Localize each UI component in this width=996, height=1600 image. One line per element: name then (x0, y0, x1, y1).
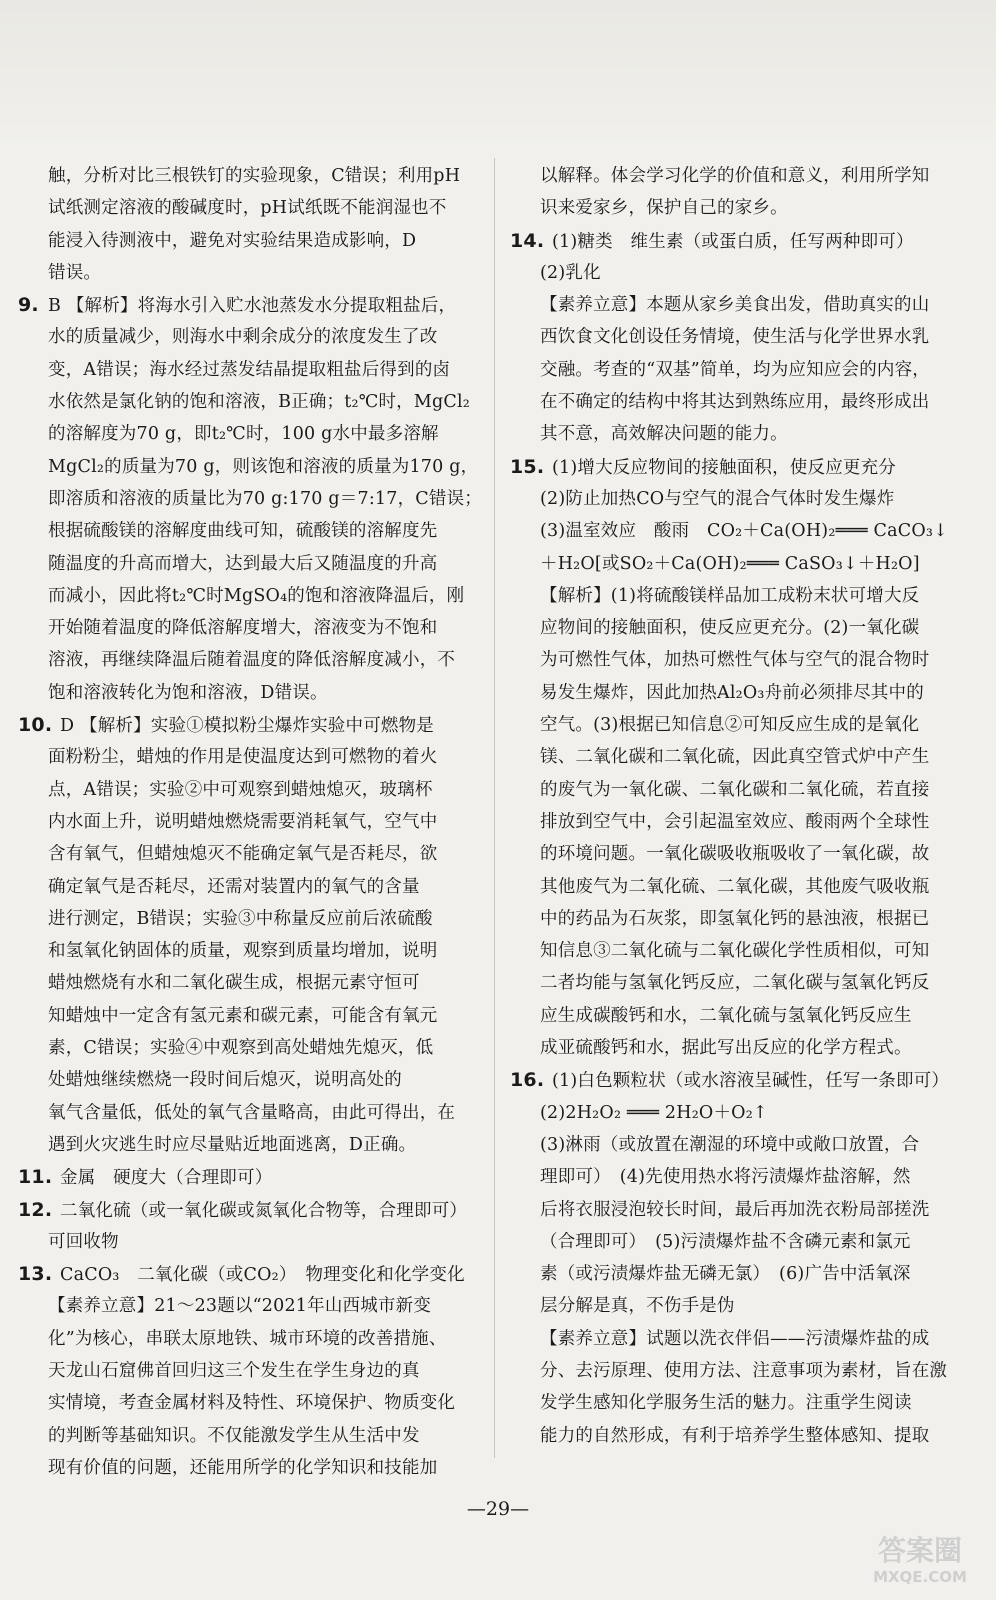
text-line (510, 967, 978, 999)
line-text: 而减小，因此将t₂℃时MgSO₄的饱和溶液降温后，刚 (48, 585, 465, 606)
line-text: 二氧化硫（或一氧化碳或氮氧化合物等，合理即可） (60, 1200, 468, 1221)
text-line (18, 515, 482, 547)
text-line (510, 871, 978, 903)
line-text: 处蜡烛继续燃烧一段时间后熄灭，说明高处的 (48, 1070, 402, 1091)
line-text: 根据硫酸镁的溶解度曲线可知，硫酸镁的溶解度先 (48, 521, 438, 542)
text-line (18, 677, 482, 709)
text-line (510, 418, 978, 450)
question-number: 16. (510, 1069, 545, 1092)
text-line (18, 451, 482, 483)
line-text: 知蜡烛中一定含有氢元素和碳元素，可能含有氧元 (48, 1005, 438, 1026)
text-line (510, 580, 978, 612)
line-text: D 【解析】实验①模拟粉尘爆炸实验中可燃物是 (60, 716, 434, 737)
line-text: 内水面上升，说明蜡烛燃烧需要消耗氧气，空气中 (48, 811, 438, 832)
text-line (510, 1290, 978, 1322)
text-line (510, 451, 978, 483)
watermark-title: 答案圈 (877, 1534, 962, 1567)
line-text: (3)淋雨（或放置在潮湿的环境中或敞口放置，合 (540, 1134, 920, 1155)
line-text: 素（或污渍爆炸盐无磷无氯） (6)广告中活氧深 (540, 1264, 911, 1285)
line-text: 金属 硬度大（合理即可） (60, 1168, 273, 1189)
text-line (510, 1097, 978, 1129)
line-text: 随温度的升高而增大，达到最大后又随温度的升高 (48, 553, 438, 574)
line-text: 能浸入待测液中，避免对实验结果造成影响，D (48, 230, 417, 251)
line-text: CaCO₃ 二氧化碳（或CO₂） 物理变化和化学变化 (60, 1265, 465, 1286)
text-line (18, 257, 482, 289)
question-number: 14. (510, 229, 545, 252)
line-text: 饱和溶液转化为饱和溶液，D错误。 (48, 682, 328, 703)
text-line (510, 160, 978, 192)
text-line (18, 1194, 482, 1226)
text-line (510, 321, 978, 353)
text-line (18, 1000, 482, 1032)
text-line (18, 709, 482, 741)
line-text: 交融。考查的“双基”简单，均为应知应会的内容， (540, 359, 930, 380)
question-number: 12. (18, 1198, 53, 1221)
line-text: 应物间的接触面积，使反应更充分。(2)一氧化碳 (540, 618, 920, 639)
text-line (510, 741, 978, 773)
text-line (510, 838, 978, 870)
text-line (18, 1097, 482, 1129)
text-line (18, 386, 482, 418)
line-text: 的判断等基础知识。不仅能激发学生从生活中发 (48, 1425, 420, 1446)
line-text: 能力的自然形成，有利于培养学生整体感知、提取 (540, 1425, 930, 1446)
text-line (18, 1129, 482, 1161)
text-line (18, 580, 482, 612)
line-text: 开始随着温度的降低溶解度增大，溶液变为不饱和 (48, 618, 438, 639)
line-text: (1)白色颗粒状（或水溶液呈碱性，任写一条即可） (552, 1071, 950, 1092)
line-text: 其不意，高效解决问题的能力。 (540, 424, 788, 445)
text-line (18, 321, 482, 353)
text-line (510, 677, 978, 709)
text-line (18, 1355, 482, 1387)
text-line (18, 548, 482, 580)
line-text: 面粉粉尘，蜡烛的作用是使温度达到可燃物的着火 (48, 747, 438, 768)
text-line (510, 483, 978, 515)
text-line (510, 1258, 978, 1290)
line-text: 素，C错误；实验④中观察到高处蜡烛先熄灭，低 (48, 1038, 434, 1059)
text-line (510, 1161, 978, 1193)
question-number: 13. (18, 1263, 53, 1286)
page-header-band (0, 0, 996, 150)
line-text: (3)温室效应 酸雨 CO₂＋Ca(OH)₂═══ CaCO₃↓ (540, 521, 948, 542)
question-number: 15. (510, 455, 545, 478)
text-line (510, 257, 978, 289)
question-number: 9. (18, 294, 39, 317)
watermark-logo (860, 1535, 980, 1595)
column-divider (494, 158, 495, 1458)
line-text: 即溶质和溶液的质量比为70 g:170 g＝7:17，C错误； (48, 488, 482, 509)
text-line (18, 1258, 482, 1290)
text-line (18, 225, 482, 257)
line-text: 易发生爆炸，因此加热Al₂O₃舟前必须排尽其中的 (540, 682, 924, 703)
line-text: 天龙山石窟佛首回归这三个发生在学生身边的真 (48, 1360, 420, 1381)
line-text: (2)乳化 (540, 262, 601, 283)
text-line (18, 806, 482, 838)
text-line (510, 935, 978, 967)
line-text: 知信息③二氧化硫与二氧化碳化学性质相似，可知 (540, 941, 930, 962)
text-line (18, 1161, 482, 1193)
text-line (18, 1064, 482, 1096)
line-text: 点，A错误；实验②中可观察到蜡烛熄灭，玻璃杯 (48, 779, 433, 800)
text-line (510, 192, 978, 224)
text-line (18, 967, 482, 999)
text-line (18, 1387, 482, 1419)
text-line (510, 1064, 978, 1096)
text-line (510, 1194, 978, 1226)
line-text: B 【解析】将海水引入贮水池蒸发水分提取粗盐后， (48, 296, 457, 317)
line-text: 实情境，考查金属材料及特性、环境保护、物质变化 (48, 1393, 456, 1414)
text-line (510, 1226, 978, 1258)
text-line (18, 1323, 482, 1355)
line-text: 分、去污原理、使用方法、注意事项为素材，旨在激 (540, 1360, 948, 1381)
text-line (510, 1420, 978, 1452)
line-text: (2)2H₂O₂ ═══ 2H₂O＋O₂↑ (540, 1102, 768, 1123)
text-line (510, 1387, 978, 1419)
text-line (18, 612, 482, 644)
line-text: 理即可） (4)先使用热水将污渍爆炸盐溶解，然 (540, 1167, 911, 1188)
line-text: 的废气为一氧化碳、二氧化碳和二氧化硫，若直接 (540, 779, 930, 800)
text-line (18, 903, 482, 935)
text-line (18, 644, 482, 676)
text-line (510, 644, 978, 676)
line-text: 排放到空气中，会引起温室效应、酸雨两个全球性 (540, 811, 930, 832)
text-line (18, 935, 482, 967)
watermark-url: MXQE.COM (873, 1568, 967, 1586)
line-text: 触，分析对比三根铁钉的实验现象，C错误；利用pH (48, 166, 461, 186)
text-line (18, 871, 482, 903)
text-line (18, 192, 482, 224)
text-line (510, 1129, 978, 1161)
line-text: 的溶解度为70 g，即t₂℃时，100 g水中最多溶解 (48, 424, 439, 445)
line-text: 试纸测定溶液的酸碱度时，pH试纸既不能润湿也不 (48, 198, 447, 219)
line-text: 【素养立意】本题从家乡美食出发，借助真实的山 (540, 295, 930, 316)
line-text: 可回收物 (48, 1231, 119, 1252)
line-text: 化”为核心，串联太原地铁、城市环境的改善措施、 (48, 1328, 447, 1349)
line-text: 水依然是氯化钠的饱和溶液，B正确；t₂℃时，MgCl₂ (48, 392, 471, 413)
line-text: 水的质量减少，则海水中剩余成分的浓度发生了改 (48, 327, 438, 348)
text-line (18, 741, 482, 773)
left-column (18, 160, 482, 1484)
line-text: 和氢氧化钠固体的质量，观察到质量均增加，说明 (48, 941, 438, 962)
text-line (510, 1323, 978, 1355)
line-text: 层分解是真，不伤手是伪 (540, 1296, 735, 1317)
line-text: 中的药品为石灰浆，即氢氧化钙的悬浊液，根据已 (540, 908, 930, 929)
line-text: 在不确定的结构中将其达到熟练应用，最终形成出 (540, 392, 930, 413)
page-number: —29— (466, 1498, 530, 1520)
text-line (18, 1452, 482, 1484)
text-line (18, 1290, 482, 1322)
line-text: 溶液，再继续降温后随着温度的降低溶解度减小，不 (48, 650, 456, 671)
text-line (510, 225, 978, 257)
line-text: 现有价值的问题，还能用所学的化学知识和技能加 (48, 1457, 438, 1478)
text-line (18, 160, 482, 192)
text-line (510, 709, 978, 741)
line-text: 应生成碳酸钙和水，二氧化硫与氢氧化钙反应生 (540, 1005, 912, 1026)
text-line (510, 515, 978, 547)
line-text: 后将衣服浸泡较长时间，最后再加洗衣粉局部搓洗 (540, 1199, 930, 1220)
text-line (18, 1226, 482, 1258)
text-line (18, 1032, 482, 1064)
line-text: ＋H₂O[或SO₂＋Ca(OH)₂═══ CaSO₃↓＋H₂O] (540, 553, 920, 574)
line-text: 成亚硫酸钙和水，据此写出反应的化学方程式。 (540, 1038, 912, 1059)
text-line (510, 903, 978, 935)
line-text: 进行测定，B错误；实验③中称量反应前后浓硫酸 (48, 908, 433, 929)
text-line (510, 1355, 978, 1387)
line-text: 蜡烛燃烧有水和二氧化碳生成，根据元素守恒可 (48, 973, 420, 994)
line-text: 二者均能与氢氧化钙反应，二氧化碳与氢氧化钙反 (540, 973, 930, 994)
line-text: 的环境问题。一氧化碳吸收瓶吸收了一氧化碳，故 (540, 844, 930, 865)
right-column (510, 160, 978, 1452)
text-line (510, 774, 978, 806)
line-text: MgCl₂的质量为70 g，则该饱和溶液的质量为170 g， (48, 456, 479, 477)
text-line (510, 612, 978, 644)
text-line (18, 774, 482, 806)
line-text: 发学生感知化学服务生活的魅力。注重学生阅读 (540, 1393, 912, 1414)
line-text: 镁、二氧化碳和二氧化硫，因此真空管式炉中产生 (540, 747, 930, 768)
text-line (18, 354, 482, 386)
line-text: 识来爱家乡，保护自己的家乡。 (540, 198, 788, 219)
text-line (510, 1032, 978, 1064)
line-text: 以解释。体会学习化学的价值和意义，利用所学知 (540, 166, 930, 186)
line-text: 【素养立意】试题以洗衣伴侣——污渍爆炸盐的成 (540, 1328, 930, 1349)
text-line (18, 1420, 482, 1452)
line-text: 空气。(3)根据已知信息②可知反应生成的是氧化 (540, 715, 920, 736)
line-text: (1)糖类 维生素（或蛋白质，任写两种即可） (552, 231, 914, 252)
text-line (510, 548, 978, 580)
line-text: 其他废气为二氧化硫、二氧化碳，其他废气吸收瓶 (540, 876, 930, 897)
line-text: 错误。 (48, 262, 102, 283)
text-line (18, 418, 482, 450)
line-text: 氧气含量低，低处的氧气含量略高，由此可得出，在 (48, 1102, 456, 1123)
line-text: 【解析】(1)将硫酸镁样品加工成粉末状可增大反 (540, 585, 920, 606)
text-line (510, 386, 978, 418)
line-text: （合理即可） (5)污渍爆炸盐不含磷元素和氯元 (540, 1231, 911, 1252)
question-number: 11. (18, 1166, 53, 1189)
text-line (510, 354, 978, 386)
line-text: (2)防止加热CO与空气的混合气体时发生爆炸 (540, 488, 895, 509)
line-text: 遇到火灾逃生时应尽量贴近地面逃离，D正确。 (48, 1134, 417, 1155)
line-text: 【素养立意】21～23题以“2021年山西城市新变 (48, 1296, 432, 1317)
line-text: 含有氧气，但蜡烛熄灭不能确定氧气是否耗尽，欲 (48, 844, 438, 865)
line-text: 西饮食文化创设任务情境，使生活与化学世界水乳 (540, 327, 930, 348)
question-number: 10. (18, 714, 53, 737)
text-line (510, 289, 978, 321)
line-text: (1)增大反应物间的接触面积，使反应更充分 (552, 457, 896, 478)
text-line (18, 289, 482, 321)
text-line (510, 1000, 978, 1032)
line-text: 确定氧气是否耗尽，还需对装置内的氧气的含量 (48, 876, 420, 897)
text-line (18, 483, 482, 515)
line-text: 变，A错误；海水经过蒸发结晶提取粗盐后得到的卤 (48, 359, 451, 380)
text-line (510, 806, 978, 838)
line-text: 为可燃性气体，加热可燃性气体与空气的混合物时 (540, 650, 930, 671)
text-line (18, 838, 482, 870)
